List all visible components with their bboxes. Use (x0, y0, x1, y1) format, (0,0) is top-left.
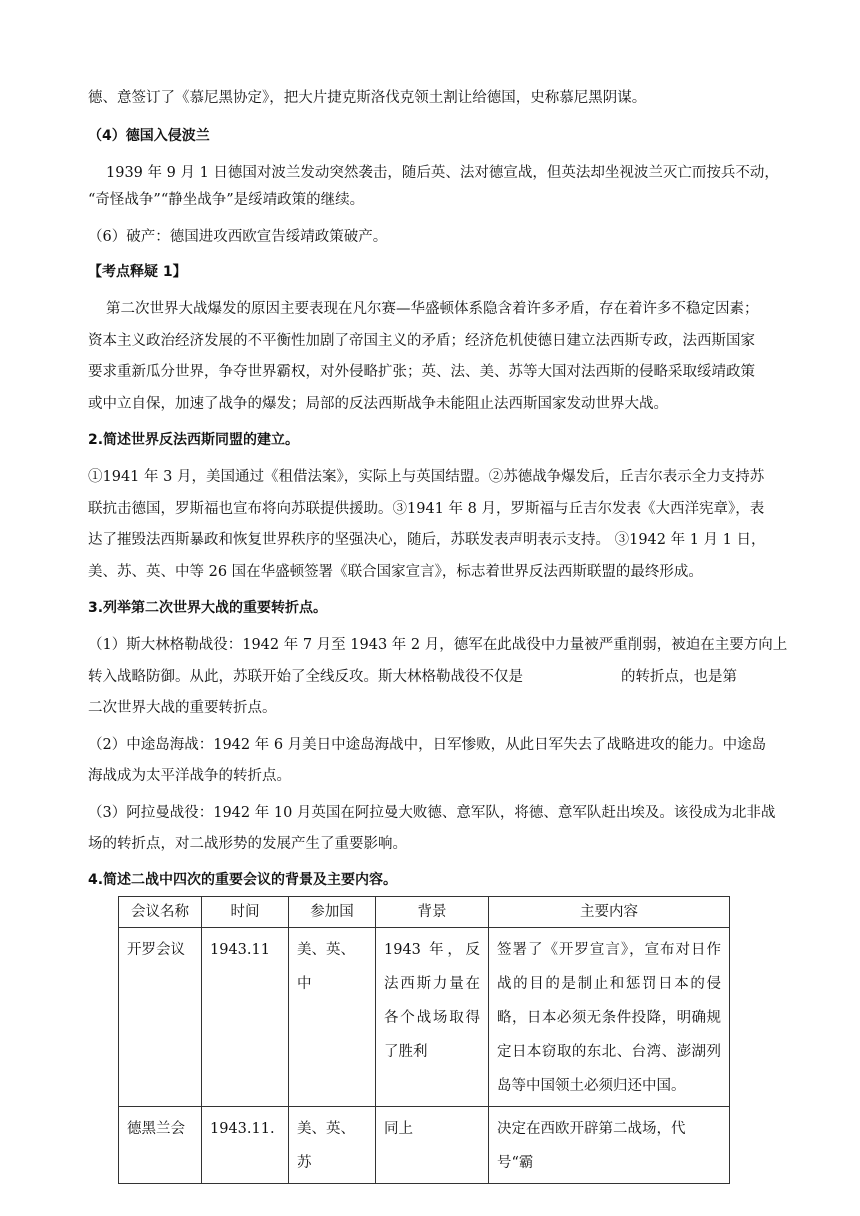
header-conference-name: 会议名称 (119, 897, 202, 928)
table-header-row (119, 897, 730, 928)
heading-exam-note: 【考点释疑 1】 (88, 264, 187, 280)
heading-conferences: 4.简述二战中四次的重要会议的背景及主要内容。 (88, 872, 398, 888)
paragraph-munich: 德、意签订了《慕尼黑协定》，把大片捷克斯洛伐克领土割让给德国，史称慕尼黑阴谋。 (88, 90, 647, 106)
paragraph-stalingrad-3: 二次世界大战的重要转折点。 (88, 700, 277, 716)
paragraph-alliance-1: ①1941 年 3 月，美国通过《租借法案》，实际上与英国结盟。②苏德战争爆发后，丘吉尔表示全力支持苏 (88, 469, 765, 485)
paragraph-midway-2: 海战成为太平洋战争的转折点。 (88, 768, 291, 784)
heading-turning-points: 3.列举第二次世界大战的重要转折点。 (88, 600, 328, 616)
table-row (119, 928, 730, 1107)
cell-time: 1943.11. (202, 1107, 289, 1184)
paragraph-causes-4: 或中立自保，加速了战争的爆发；局部的反法西斯战争未能阻止法西斯国家发动世界大战。 (88, 396, 668, 412)
cell-participants: 美、英、苏 (289, 1107, 376, 1184)
cell-conference-name: 德黑兰会 (119, 1107, 202, 1184)
paragraph-causes-3: 要求重新瓜分世界，争夺世界霸权，对外侵略扩张；英、法、美、苏等大国对法西斯的侵略采取绥靖政策 (88, 364, 755, 380)
heading-invade-poland: （4）德国入侵波兰 (88, 128, 210, 144)
cell-time: 1943.11 (202, 928, 289, 1107)
paragraph-alliance-4: 美、苏、英、中等 26 国在华盛顿签署《联合国家宣言》，标志着世界反法西斯联盟的最终形成。 (88, 564, 703, 580)
cell-participants: 美、英、中 (289, 928, 376, 1107)
paragraph-alamein-1: （3）阿拉曼战役：1942 年 10 月英国在阿拉曼大败德、意军队，将德、意军队赶出埃及。该役成为北非战 (88, 805, 776, 821)
header-background: 背景 (376, 897, 489, 928)
cell-background: 1943 年，反法西斯力量在各个战场取得了胜利 (376, 928, 489, 1107)
conference-table (118, 896, 730, 1184)
stalingrad-text-before-blank: 转入战略防御。从此，苏联开始了全线反攻。斯大林格勒战役不仅是 (88, 669, 523, 685)
paragraph-stalingrad-2 (88, 667, 737, 687)
cell-main-content: 签署了《开罗宣言》，宣布对日作战的目的是制止和惩罚日本的侵略，日本必须无条件投降，明确规定日本窃取的东北、台湾、澎湖列岛等中国领土必须归还中国。 (489, 928, 730, 1107)
header-participants: 参加国 (289, 897, 376, 928)
header-main-content: 主要内容 (489, 897, 730, 928)
cell-background: 同上 (376, 1107, 489, 1184)
table-row (119, 1107, 730, 1184)
paragraph-alamein-2: 场的转折点，对二战形势的发展产生了重要影响。 (88, 836, 407, 852)
cell-conference-name: 开罗会议 (119, 928, 202, 1107)
stalingrad-text-after-blank: 的转折点，也是第 (621, 669, 737, 685)
header-time: 时间 (202, 897, 289, 928)
paragraph-bankrupt: （6）破产：德国进攻西欧宣告绥靖政策破产。 (88, 229, 388, 245)
paragraph-causes-1: 第二次世界大战爆发的原因主要表现在凡尔赛—华盛顿体系隐含着许多矛盾，存在着许多不稳定因素； (106, 301, 759, 317)
paragraph-midway-1: （2）中途岛海战：1942 年 6 月美日中途岛海战中，日军惨败，从此日军失去了战略进攻的能力。中途岛 (88, 737, 767, 753)
paragraph-poland-2: “奇怪战争”“静坐战争”是绥靖政策的继续。 (88, 192, 365, 208)
paragraph-stalingrad-1: （1）斯大林格勒战役：1942 年 7 月至 1943 年 2 月，德军在此战役中力量被严重削弱，被迫在主要方向上 (88, 637, 788, 653)
paragraph-poland-1: 1939 年 9 月 1 日德国对波兰发动突然袭击，随后英、法对德宣战，但英法却坐视波兰灭亡而按兵不动， (106, 165, 779, 181)
paragraph-alliance-2: 联抗击德国，罗斯福也宣布将向苏联提供援助。③1941 年 8 月，罗斯福与丘吉尔发表《大西洋宪章》，表 (88, 501, 765, 517)
paragraph-alliance-3: 达了摧毁法西斯暴政和恢复世界秩序的坚强决心，随后，苏联发表声明表示支持。 ③1942 年 1 月 1 日， (88, 532, 766, 548)
heading-alliance: 2.简述世界反法西斯同盟的建立。 (88, 432, 300, 448)
cell-main-content: 决定在西欧开辟第二战场，代号“霸 (489, 1107, 730, 1184)
paragraph-causes-2: 资本主义政治经济发展的不平衡性加剧了帝国主义的矛盾；经济危机使德日建立法西斯专政，法西斯国家 (88, 333, 755, 349)
